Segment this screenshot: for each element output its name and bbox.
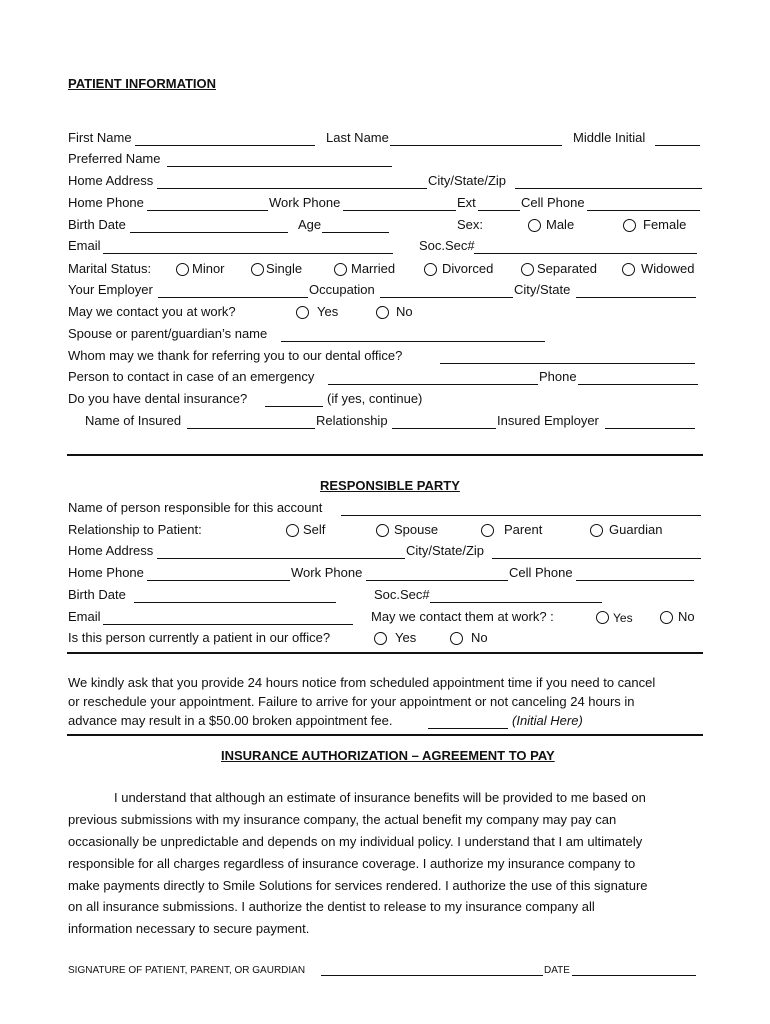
- marital-minor-radio[interactable]: [176, 263, 189, 276]
- current-patient-no-label: No: [471, 630, 488, 645]
- rp-home-address-field[interactable]: [157, 558, 405, 559]
- employer-label: Your Employer: [68, 282, 153, 297]
- home-phone-field[interactable]: [147, 210, 268, 211]
- age-label: Age: [298, 217, 322, 232]
- contact-work-no-label: No: [396, 304, 413, 319]
- sex-label: Sex:: [457, 217, 484, 232]
- last-name-field[interactable]: [390, 145, 562, 146]
- middle-initial-label: Middle Initial: [573, 130, 646, 145]
- rp-contact-work-yes-radio[interactable]: [596, 611, 609, 624]
- rp-home-phone-label: Home Phone: [68, 565, 144, 580]
- rp-cell-phone-field[interactable]: [576, 580, 694, 581]
- city-state-field[interactable]: [576, 297, 696, 298]
- rp-city-state-zip-field[interactable]: [492, 558, 701, 559]
- email-field[interactable]: [103, 253, 393, 254]
- rp-city-state-zip-label: City/State/Zip: [406, 543, 485, 558]
- sex-female-label: Female: [643, 217, 687, 232]
- first-name-field[interactable]: [135, 145, 315, 146]
- preferred-name-field[interactable]: [167, 166, 392, 167]
- birth-date-label: Birth Date: [68, 217, 126, 232]
- marital-married-label: Married: [351, 261, 396, 276]
- email-label: Email: [68, 238, 101, 253]
- employer-field[interactable]: [158, 297, 308, 298]
- marital-separated-radio[interactable]: [521, 263, 534, 276]
- relationship-spouse-label: Spouse: [394, 522, 439, 537]
- insured-employer-label: Insured Employer: [497, 413, 599, 428]
- dental-insurance-label: Do you have dental insurance?: [68, 391, 248, 406]
- marital-widowed-label: Widowed: [641, 261, 695, 276]
- insurance-line-5: make payments directly to Smile Solutions for services rendered. I authorize the use of this signature: [68, 878, 648, 893]
- responsible-name-label: Name of person responsible for this account: [68, 500, 323, 515]
- marital-single-label: Single: [266, 261, 303, 276]
- rp-contact-work-no-radio[interactable]: [660, 611, 673, 624]
- rp-home-address-label: Home Address: [68, 543, 154, 558]
- relationship-spouse-radio[interactable]: [376, 524, 389, 537]
- insured-employer-field[interactable]: [605, 428, 695, 429]
- work-phone-field[interactable]: [343, 210, 456, 211]
- contact-work-yes-radio[interactable]: [296, 306, 309, 319]
- occupation-label: Occupation: [309, 282, 375, 297]
- city-state-label: City/State: [514, 282, 571, 297]
- notice-line-3: advance may result in a $50.00 broken appointment fee.: [68, 713, 393, 728]
- age-field[interactable]: [322, 232, 389, 233]
- insurance-line-2: previous submissions with my insurance company, the actual benefit my company may pay can: [68, 812, 617, 827]
- home-address-label: Home Address: [68, 173, 154, 188]
- cell-phone-label: Cell Phone: [521, 195, 585, 210]
- emergency-contact-field[interactable]: [328, 384, 538, 385]
- signature-field[interactable]: [321, 975, 543, 976]
- spouse-name-field[interactable]: [281, 341, 545, 342]
- contact-work-label: May we contact you at work?: [68, 304, 236, 319]
- birth-date-field[interactable]: [130, 232, 288, 233]
- rp-soc-sec-field[interactable]: [430, 602, 602, 603]
- middle-initial-field[interactable]: [655, 145, 700, 146]
- insurance-line-4: responsible for all charges regardless of insurance coverage. I authorize my insurance company to: [68, 856, 636, 871]
- referral-field[interactable]: [440, 363, 695, 364]
- rp-birth-date-field[interactable]: [134, 602, 336, 603]
- contact-work-yes-label: Yes: [317, 304, 339, 319]
- insured-relationship-label: Relationship: [316, 413, 388, 428]
- home-phone-label: Home Phone: [68, 195, 144, 210]
- rp-email-label: Email: [68, 609, 101, 624]
- signature-label: SIGNATURE OF PATIENT, PARENT, OR GAURDIAN: [68, 965, 306, 976]
- responsible-name-field[interactable]: [341, 515, 701, 516]
- date-field[interactable]: [572, 975, 696, 976]
- notice-line-2: or reschedule your appointment. Failure to arrive for your appointment or not canceling 24 hours in: [68, 694, 635, 709]
- soc-sec-field[interactable]: [474, 253, 697, 254]
- name-insured-label: Name of Insured: [85, 413, 182, 428]
- insurance-line-6: on all insurance submissions. I authorize the dentist to release to my insurance company all: [68, 899, 595, 914]
- home-address-field[interactable]: [157, 188, 427, 189]
- marital-married-radio[interactable]: [334, 263, 347, 276]
- emergency-contact-label: Person to contact in case of an emergency: [68, 369, 315, 384]
- emergency-phone-field[interactable]: [578, 384, 698, 385]
- ext-label: Ext: [457, 195, 476, 210]
- contact-work-no-radio[interactable]: [376, 306, 389, 319]
- last-name-label: Last Name: [326, 130, 389, 145]
- relationship-self-label: Self: [303, 522, 326, 537]
- relationship-to-patient-label: Relationship to Patient:: [68, 522, 202, 537]
- sex-female-radio[interactable]: [623, 219, 636, 232]
- current-patient-no-radio[interactable]: [450, 632, 463, 645]
- section-divider: [67, 734, 703, 736]
- marital-divorced-label: Divorced: [442, 261, 494, 276]
- rp-email-field[interactable]: [103, 624, 353, 625]
- spouse-name-label: Spouse or parent/guardian’s name: [68, 326, 268, 341]
- marital-widowed-radio[interactable]: [622, 263, 635, 276]
- relationship-parent-radio[interactable]: [481, 524, 494, 537]
- insurance-authorization-heading: INSURANCE AUTHORIZATION – AGREEMENT TO PAY: [221, 748, 555, 763]
- relationship-self-radio[interactable]: [286, 524, 299, 537]
- current-patient-yes-radio[interactable]: [374, 632, 387, 645]
- relationship-guardian-radio[interactable]: [590, 524, 603, 537]
- marital-divorced-radio[interactable]: [424, 263, 437, 276]
- insurance-line-3: occasionally be unpredictable and depends on my individual policy. I understand that I am ultimately: [68, 834, 643, 849]
- rp-cell-phone-label: Cell Phone: [509, 565, 573, 580]
- work-phone-label: Work Phone: [269, 195, 341, 210]
- section-divider: [67, 652, 703, 654]
- rp-birth-date-label: Birth Date: [68, 587, 126, 602]
- patient-info-heading: PATIENT INFORMATION: [68, 76, 217, 91]
- name-insured-field[interactable]: [187, 428, 315, 429]
- rp-contact-work-no-label: No: [678, 609, 695, 624]
- city-state-zip-label: City/State/Zip: [428, 173, 507, 188]
- current-patient-label: Is this person currently a patient in our office?: [68, 630, 331, 645]
- date-label: DATE: [544, 965, 570, 976]
- emergency-phone-label: Phone: [539, 369, 577, 384]
- relationship-guardian-label: Guardian: [609, 522, 663, 537]
- marital-single-radio[interactable]: [251, 263, 264, 276]
- occupation-field[interactable]: [380, 297, 513, 298]
- initial-field[interactable]: [428, 728, 508, 729]
- dental-insurance-field[interactable]: [265, 406, 323, 407]
- rp-work-phone-label: Work Phone: [291, 565, 363, 580]
- referral-label: Whom may we thank for referring you to our dental office?: [68, 348, 403, 363]
- preferred-name-label: Preferred Name: [68, 151, 161, 166]
- rp-contact-work-label: May we contact them at work? :: [371, 609, 554, 624]
- if-yes-label: (if yes, continue): [327, 391, 423, 406]
- insurance-line-7: information necessary to secure payment.: [68, 921, 310, 936]
- sex-male-label: Male: [546, 217, 575, 232]
- section-divider: [67, 454, 703, 456]
- responsible-party-heading: RESPONSIBLE PARTY: [320, 478, 460, 493]
- cell-phone-field[interactable]: [587, 210, 700, 211]
- notice-line-1: We kindly ask that you provide 24 hours notice from scheduled appointment time if you need to cancel: [68, 675, 656, 690]
- marital-separated-label: Separated: [537, 261, 597, 276]
- city-state-zip-field[interactable]: [515, 188, 702, 189]
- relationship-parent-label: Parent: [504, 522, 543, 537]
- rp-soc-sec-label: Soc.Sec#: [374, 587, 430, 602]
- marital-minor-label: Minor: [192, 261, 225, 276]
- insured-relationship-field[interactable]: [392, 428, 496, 429]
- first-name-label: First Name: [68, 130, 132, 145]
- soc-sec-label: Soc.Sec#: [419, 238, 475, 253]
- rp-work-phone-field[interactable]: [366, 580, 508, 581]
- rp-contact-work-yes-label: Yes: [613, 611, 633, 625]
- sex-male-radio[interactable]: [528, 219, 541, 232]
- insurance-line-1: I understand that although an estimate of insurance benefits will be provided to me based on: [114, 790, 646, 805]
- ext-field[interactable]: [478, 210, 520, 211]
- initial-here-label: (Initial Here): [512, 713, 583, 728]
- current-patient-yes-label: Yes: [395, 630, 417, 645]
- rp-home-phone-field[interactable]: [147, 580, 290, 581]
- marital-status-label: Marital Status:: [68, 261, 152, 276]
